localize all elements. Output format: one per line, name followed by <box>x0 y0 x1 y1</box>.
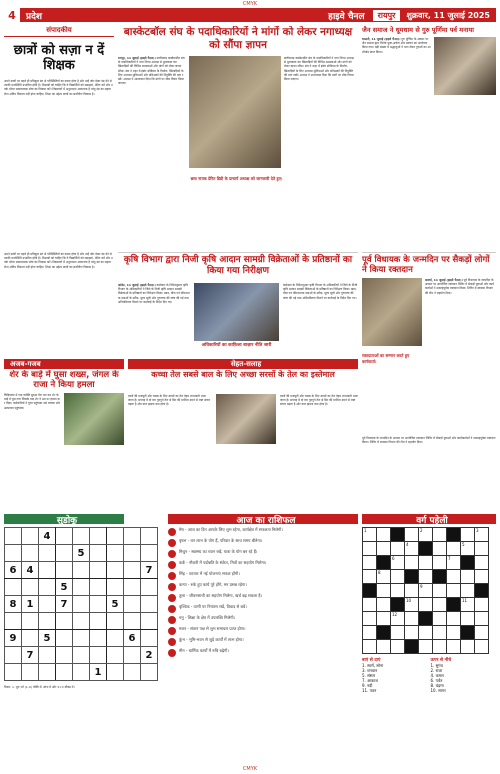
sudoku-cell <box>124 545 141 562</box>
sudoku-cell: 7 <box>56 596 73 613</box>
lead-photo-caption: छात्र नायक प्रेरित डिग्री के प्राचार्य अध्यक्ष को जानकारी देते हुए। <box>190 176 283 181</box>
sudoku-cell <box>22 545 39 562</box>
zodiac-icon <box>168 638 176 646</box>
sudoku-cell <box>73 562 90 579</box>
sudoku-cell <box>107 664 124 681</box>
sudoku-cell <box>90 562 107 579</box>
sudoku-cell <box>107 528 124 545</box>
rashifal-text: कर्क - नौकरी में पदोन्नति के संकेत, मित्रों का सहयोग मिलेगा। <box>179 560 267 565</box>
crossword-clue: 8. चंद्रमा <box>430 683 444 688</box>
sehat-story <box>128 370 358 510</box>
crossword-cell <box>377 640 391 654</box>
sudoku-cell <box>90 579 107 596</box>
crossword-cell <box>363 570 377 584</box>
crossword-cell <box>391 528 405 542</box>
crossword-cell <box>461 612 475 626</box>
crossword-cell: 2 <box>419 528 433 542</box>
ajab-headline: शेर के बाड़े में घुसा शख्स, जंगल के राजा ने किया हमला <box>9 370 119 390</box>
crossword-down-label: ऊपर से नीचे <box>430 658 452 663</box>
sudoku-cell <box>73 664 90 681</box>
crossword-cell <box>419 556 433 570</box>
crossword-cell <box>461 556 475 570</box>
crossword-clue: 10. सागर <box>430 688 446 693</box>
crossword-cell <box>447 612 461 626</box>
crossword-cell <box>433 584 447 598</box>
rashifal-item <box>168 637 358 646</box>
crossword-clue: 4. कमल <box>430 673 444 678</box>
sudoku-cell <box>107 613 124 630</box>
crossword-cell <box>377 626 391 640</box>
sudoku-cell <box>5 545 22 562</box>
sudoku-cell: 8 <box>5 596 22 613</box>
crossword-cell <box>419 542 433 556</box>
editorial-label: संपादकीय <box>4 26 114 37</box>
sudoku-cell <box>73 579 90 596</box>
rashifal-item <box>168 648 358 657</box>
rashifal-text: वृषभ - धन लाभ के योग हैं, परिवार के साथ समय बीतेगा। <box>179 538 263 543</box>
krishi-body: कलेक्टर के निर्देशानुसार कृषि विभाग के अधिकारियों ने जिले के निजी कृषि आदान सामग्री विक्रेताओं के प्रतिष्ठानों का निरीक्षण किया। खाद, बीज एवं कीटनाशक दवाओं के स्टॉक, मूल्य सूची और गुणवत्ता की जांच की गई तथा अनियमितता मिलने पर कार्रवाई के निर्देश दिए गए। <box>118 283 190 304</box>
crossword-cell <box>433 570 447 584</box>
sudoku-cell <box>56 664 73 681</box>
sudoku-cell <box>56 562 73 579</box>
sehat-headline: कच्चा तेल सबसे बाल के लिए अच्छा सरसों के तेल का इस्तेमाल <box>151 370 335 379</box>
sudoku-cell <box>107 562 124 579</box>
vidhayak-headline: पूर्व विधायक के जन्मदिन पर सैकड़ों लोगों ने किया रक्तदान <box>362 255 490 275</box>
bottom-color-marker: CMYK <box>242 766 258 772</box>
sudoku-cell <box>39 613 56 630</box>
page-header <box>4 8 496 22</box>
masthead: हाइवे चैनल <box>328 11 365 22</box>
editorial-column <box>4 26 114 249</box>
krishi-headline: कृषि विभाग द्वारा निजी कृषि आदान सामग्री विक्रेताओं के प्रतिष्ठानों का किया गया निरीक्षण <box>123 255 353 276</box>
crossword-cell <box>419 598 433 612</box>
sudoku-cell <box>22 613 39 630</box>
rashifal-panel <box>168 527 358 763</box>
crossword-cell: 7 <box>447 556 461 570</box>
sudoku-cell <box>22 664 39 681</box>
crossword-cell <box>391 584 405 598</box>
ajab-gajab-strip: अजब-गजब <box>4 359 124 369</box>
zodiac-icon <box>168 594 176 602</box>
sudoku-cell <box>90 596 107 613</box>
rashifal-item <box>168 582 358 591</box>
jain-samaj-story <box>362 26 496 249</box>
sudoku-cell: 7 <box>22 647 39 664</box>
sudoku-cell: 1 <box>90 664 107 681</box>
sudoku-cell <box>124 596 141 613</box>
crossword-cell: 6 <box>391 556 405 570</box>
crossword-clue: 2. राजा <box>430 668 443 673</box>
sudoku-cell <box>73 596 90 613</box>
lead-headline: बास्केटबॉल संघ के पदाधिकारियों ने मांगों को लेकर नगाध्यक्ष को सौंपा ज्ञापन <box>123 26 353 51</box>
crossword-cell <box>405 528 419 542</box>
sudoku-cell <box>39 647 56 664</box>
sudoku-cell <box>141 596 158 613</box>
crossword-cell <box>405 612 419 626</box>
zodiac-icon <box>168 539 176 547</box>
crossword-cell <box>475 584 489 598</box>
crossword-grid <box>362 527 489 654</box>
sudoku-cell <box>90 630 107 647</box>
crossword-cell <box>461 626 475 640</box>
issue-date: शुक्रवार, 11 जुलाई 2025 <box>406 10 490 20</box>
crossword-cell <box>405 584 419 598</box>
crossword-cell <box>391 542 405 556</box>
top-color-marker: CMYK <box>242 1 258 7</box>
krishi-body-right: कलेक्टर के निर्देशानुसार कृषि विभाग के अधिकारियों ने जिले के निजी कृषि आदान सामग्री विक्रेताओं के प्रतिष्ठानों का निरीक्षण किया। खाद, बीज एवं कीटनाशक दवाओं के स्टॉक, मूल्य सूची और गुणवत्ता की जांच की गई तथा अनियमितता मिलने पर कार्रवाई के निर्देश दिए गए। <box>283 283 358 300</box>
rashifal-item <box>168 615 358 624</box>
crossword-cell <box>419 626 433 640</box>
crossword-clue: 1. सुगंध <box>430 663 444 668</box>
jain-dateline: धमतरी, 11 जुलाई (हाइवे चैनल)। <box>362 37 401 41</box>
krishi-dateline: कांकेर, 11 जुलाई (हाइवे चैनल)। <box>118 283 156 287</box>
crossword-cell <box>391 626 405 640</box>
crossword-cell <box>475 570 489 584</box>
sudoku-cell: 5 <box>107 596 124 613</box>
zodiac-icon <box>168 649 176 657</box>
jain-photo <box>434 37 496 95</box>
sudoku-cell <box>73 528 90 545</box>
crossword-cell: 8 <box>377 570 391 584</box>
rashifal-text: कन्या - रुके हुए कार्य पूरे होंगे, मन प्रसन्न रहेगा। <box>179 582 247 587</box>
crossword-cell: 1 <box>363 528 377 542</box>
crossword-cell <box>363 556 377 570</box>
sudoku-cell <box>73 647 90 664</box>
crossword-cell <box>377 542 391 556</box>
crossword-cell <box>447 626 461 640</box>
sudoku-cell: 6 <box>124 630 141 647</box>
sudoku-cell <box>107 630 124 647</box>
crossword-cell: 5 <box>461 542 475 556</box>
sudoku-cell: 9 <box>5 630 22 647</box>
zodiac-icon <box>168 561 176 569</box>
sudoku-cell <box>124 647 141 664</box>
rashifal-item <box>168 571 358 580</box>
lead-story <box>118 26 358 249</box>
sudoku-cell <box>141 545 158 562</box>
crossword-cell <box>433 626 447 640</box>
crossword-cell <box>447 570 461 584</box>
sudoku-cell <box>107 579 124 596</box>
page-number: 4 <box>4 8 20 22</box>
crossword-cell: 3 <box>475 528 489 542</box>
rashifal-text: तुला - जीवनसाथी का सहयोग मिलेगा, खर्च बढ़ सकता है। <box>179 593 263 598</box>
sudoku-cell <box>90 545 107 562</box>
crossword-clue: 11. पवन <box>362 688 377 693</box>
rashifal-item <box>168 560 358 569</box>
sudoku-cell <box>39 545 56 562</box>
sudoku-cell <box>107 545 124 562</box>
crossword-cell <box>377 584 391 598</box>
zodiac-icon <box>168 616 176 624</box>
sudoku-cell: 5 <box>56 579 73 596</box>
crossword-cell <box>363 626 377 640</box>
crossword-cell <box>433 598 447 612</box>
crossword-cell: 9 <box>419 584 433 598</box>
krishi-photo-caption: अधिकारियों का काफ़िला बाज़ार नीति जारी <box>201 343 272 348</box>
lead-dateline: रायपुर, 11 जुलाई (हाइवे चैनल)। <box>118 56 156 60</box>
crossword-cell <box>377 556 391 570</box>
crossword-cell <box>405 570 419 584</box>
crossword-cell <box>377 528 391 542</box>
sudoku-cell <box>90 528 107 545</box>
crossword-cell <box>433 542 447 556</box>
sudoku-cell <box>5 664 22 681</box>
editorial-body: अपने छात्रों पर पहले ही प्रतिकूल ढंग से परिस्थितियों का दबाव होता है और उन्हें ज़ोर देकर दंड देने से उनकी मनःस्थिति प्रभावित होती है। शिक्षकों को चाहिए कि वे विद्यार्थियों को समझाएं, प्रेरित करें और उनके भीतर सकारात्मक सोच का विकास करें। विद्यालयों में अनुशासन आवश्यक है परंतु दंड का सहारा लेना अंतिम विकल्प नहीं होना चाहिए। शिक्षा का उद्देश्य छात्रों का सर्वांगीण विकास है। <box>4 79 113 96</box>
sudoku-cell <box>124 562 141 579</box>
crossword-cell <box>363 584 377 598</box>
rashifal-text: मकर - संतान पक्ष से शुभ समाचार प्राप्त होगा। <box>179 626 246 631</box>
sudoku-cell: 4 <box>39 528 56 545</box>
ajab-body: चिड़ियाघर में एक व्यक्ति सुरक्षा घेरा पार कर शेर के बाड़े में घुस गया जिसके बाद शेर ने उस पर हमला कर दिया। कर्मचारियों ने तुरंत पहुंचकर उसे बचाया और अस्पताल पहुंचाया। <box>4 393 61 410</box>
crossword-cell <box>475 598 489 612</box>
crossword-panel <box>362 527 496 763</box>
sudoku-cell <box>22 630 39 647</box>
crossword-cell <box>391 570 405 584</box>
sudoku-cell <box>141 613 158 630</box>
section-title: प्रदेश <box>26 11 43 22</box>
zodiac-icon <box>168 572 176 580</box>
sudoku-cell: 6 <box>5 562 22 579</box>
crossword-cell <box>461 640 475 654</box>
sehat-photo <box>216 394 276 444</box>
sudoku-cell <box>141 579 158 596</box>
rashifal-item <box>168 593 358 602</box>
sudoku-cell <box>5 579 22 596</box>
crossword-cell <box>447 528 461 542</box>
crossword-cell: 4 <box>405 542 419 556</box>
sudoku-cell <box>141 528 158 545</box>
sehat-body: बालों की मजबूती और चमक के लिए सरसों का तेल बेहद लाभकारी माना जाता है। सप्ताह में दो बार गुनगुने तेल से सिर की मालिश करने से रक्त संचार बढ़ता है और बाल झड़ना कम होता है। <box>128 394 211 407</box>
rashifal-text: मीन - धार्मिक कार्यों में रुचि बढ़ेगी। <box>179 648 229 653</box>
crossword-cell <box>419 612 433 626</box>
rashifal-text: धनु - शिक्षा के क्षेत्र में उपलब्धि मिलेगी। <box>179 615 236 620</box>
crossword-clue: 6. पर्वत <box>430 678 443 683</box>
sudoku-cell <box>5 647 22 664</box>
crossword-cell <box>433 612 447 626</box>
jain-body: गुरु पूर्णिमा के अवसर पर जैन समाज द्वारा विशेष पूजा-अर्चना और प्रवचन का आयोजन किया गया। बड़ी संख्या में श्रद्धालुओं ने भाग लेकर गुरुओं का आशीर्वाद प्राप्त किया। <box>362 37 431 54</box>
sudoku-panel <box>4 527 164 763</box>
crossword-cell <box>461 528 475 542</box>
krishi-story <box>118 252 358 356</box>
sudoku-cell: 2 <box>141 647 158 664</box>
sudoku-cell <box>56 647 73 664</box>
crossword-cell <box>461 584 475 598</box>
lead-photo <box>189 56 281 168</box>
sudoku-instructions: नियम: 1. पूरा भरें (1-9) पंक्ति में, स्तंभ में और 3×3 बॉक्स में। <box>4 685 75 689</box>
crossword-cell <box>433 556 447 570</box>
sudoku-grid <box>4 527 158 681</box>
crossword-cell: 11 <box>461 598 475 612</box>
crossword-cell <box>475 626 489 640</box>
crossword-title: वर्ग पहेली <box>362 514 496 524</box>
zodiac-icon <box>168 528 176 536</box>
sehat-salah-strip: सेहत-सलाह <box>128 359 358 369</box>
crossword-cell <box>405 626 419 640</box>
crossword-cell <box>475 542 489 556</box>
sudoku-cell <box>141 664 158 681</box>
sudoku-cell: 5 <box>73 545 90 562</box>
crossword-cell <box>433 640 447 654</box>
sudoku-cell <box>39 579 56 596</box>
sudoku-cell <box>22 579 39 596</box>
sudoku-cell: 4 <box>22 562 39 579</box>
crossword-cell <box>447 598 461 612</box>
vidhayak-photo-caption: रक्तदाताओं का सम्मान करते हुए कार्यकर्ता। <box>362 353 410 364</box>
crossword-cell <box>447 640 461 654</box>
crossword-cell <box>475 640 489 654</box>
lead-body-continued: छत्तीसगढ़ बास्केटबॉल संघ के पदाधिकारियों ने नगर निगम अध्यक्ष से मुलाकात कर खिलाड़ियों की विभिन्न समस्याओं और मांगों को लेकर ज्ञापन सौंपा। संघ ने शहर में इंडोर स्टेडियम के निर्माण, खिलाड़ियों के लिए अभ्यास सुविधाओं और प्रशिक्षकों की नियुक्ति की मांग रखी। अध्यक्ष ने आश्वासन दिया कि मांगों पर शीघ्र विचार किया जाएगा। <box>284 56 354 82</box>
rashifal-text: कुंभ - भूमि-भवन से जुड़े कार्यों में लाभ होगा। <box>179 637 244 642</box>
crossword-cell <box>363 640 377 654</box>
crossword-cell <box>447 542 461 556</box>
sudoku-cell <box>56 528 73 545</box>
crossword-cell <box>461 570 475 584</box>
rashifal-item <box>168 626 358 635</box>
crossword-cell: 12 <box>391 612 405 626</box>
editorial-title: छात्रों को सज़ा न दें शिक्षक <box>13 43 105 73</box>
rashifal-text: मिथुन - स्वास्थ्य का ध्यान रखें, यात्रा के योग बन रहे हैं। <box>179 549 258 554</box>
vidhayak-body: पूर्व विधायक के जन्मदिन के अवसर पर आयोजित रक्तदान शिविर में सैकड़ों युवाओं और कार्यकर्ताओं ने उत्साहपूर्वक रक्तदान किया। शिविर में स्वास्थ्य विभाग की टीम ने सहयोग दिया। <box>425 278 494 295</box>
sudoku-cell <box>39 596 56 613</box>
city-label: रायपुर <box>373 10 401 21</box>
vidhayak-photo <box>362 278 422 346</box>
krishi-photo <box>194 283 279 341</box>
crossword-cell <box>363 542 377 556</box>
crossword-cell: 10 <box>405 598 419 612</box>
rashifal-item <box>168 538 358 547</box>
crossword-cell <box>391 640 405 654</box>
sudoku-title: सुडोकू <box>4 514 124 524</box>
sudoku-cell: 1 <box>22 596 39 613</box>
crossword-clue: 9. नदी <box>362 683 373 688</box>
crossword-clue: 3. धनवान <box>362 668 378 673</box>
sudoku-cell <box>5 528 22 545</box>
crossword-across-clues <box>362 663 428 693</box>
sudoku-cell <box>90 647 107 664</box>
sudoku-cell <box>124 664 141 681</box>
ajab-gajab-story <box>4 370 124 510</box>
sudoku-cell <box>56 630 73 647</box>
rashifal-text: मेष - आज का दिन आपके लिए शुभ रहेगा, कार्यक्षेत्र में सफलता मिलेगी। <box>179 527 283 532</box>
crossword-cell <box>405 556 419 570</box>
vidhayak-continued: पूर्व विधायक के जन्मदिन के अवसर पर आयोजित रक्तदान शिविर में सैकड़ों युवाओं और कार्यकर्ताओं ने उत्साहपूर्वक रक्तदान किया। शिविर में स्वास्थ्य विभाग की टीम ने सहयोग दिया। <box>362 436 496 445</box>
zodiac-icon <box>168 550 176 558</box>
editorial-continued: अपने छात्रों पर पहले ही प्रतिकूल ढंग से परिस्थितियों का दबाव होता है और उन्हें ज़ोर देकर दंड देने से उनकी मनःस्थिति प्रभावित होती है। शिक्षकों को चाहिए कि वे विद्यार्थियों को समझाएं, प्रेरित करें और उनके भीतर सकारात्मक सोच का विकास करें। विद्यालयों में अनुशासन आवश्यक है परंतु दंड का सहारा लेना अंतिम विकल्प नहीं होना चाहिए। शिक्षा का उद्देश्य छात्रों का सर्वांगीण विकास है। <box>4 252 113 269</box>
crossword-cell <box>405 640 419 654</box>
crossword-across-label: बाएं से दाएं <box>362 658 381 663</box>
sudoku-cell <box>73 630 90 647</box>
sudoku-cell <box>39 562 56 579</box>
rashifal-text: सिंह - व्यापार में नई योजनाएं सफल होंगी। <box>179 571 240 576</box>
crossword-cell <box>363 612 377 626</box>
sudoku-cell: 7 <box>141 562 158 579</box>
zodiac-icon <box>168 627 176 635</box>
crossword-cell <box>377 612 391 626</box>
crossword-down-clues <box>431 663 497 693</box>
rashifal-item <box>168 604 358 613</box>
rashifal-item <box>168 527 358 536</box>
sudoku-cell <box>5 613 22 630</box>
sudoku-cell <box>73 613 90 630</box>
crossword-cell <box>475 556 489 570</box>
crossword-clue: 1. स्वर्ण, सोना <box>362 663 384 668</box>
sudoku-cell <box>124 613 141 630</box>
crossword-cell <box>433 528 447 542</box>
sudoku-cell <box>124 579 141 596</box>
sehat-body-right: बालों की मजबूती और चमक के लिए सरसों का तेल बेहद लाभकारी माना जाता है। सप्ताह में दो बार गुनगुने तेल से सिर की मालिश करने से रक्त संचार बढ़ता है और बाल झड़ना कम होता है। <box>280 394 358 407</box>
vidhayak-story <box>362 252 496 432</box>
sudoku-cell <box>107 647 124 664</box>
ajab-photo <box>64 393 124 445</box>
sudoku-cell <box>124 528 141 545</box>
jain-headline: जैन समाज ने धूमधाम से गुरु पूर्णिमा पर्व मनाया <box>362 26 474 34</box>
crossword-cell <box>419 640 433 654</box>
sudoku-cell <box>56 613 73 630</box>
zodiac-icon <box>168 605 176 613</box>
crossword-cell <box>391 598 405 612</box>
sudoku-cell <box>39 664 56 681</box>
rashifal-title: आज का राशिफल <box>168 514 358 524</box>
crossword-cell <box>419 570 433 584</box>
sudoku-cell <box>141 630 158 647</box>
rashifal-text: वृश्चिक - वाणी पर नियंत्रण रखें, विवाद से बचें। <box>179 604 247 609</box>
vidhayak-dateline: कवर्धा, 11 जुलाई (हाइवे चैनल)। <box>425 278 463 282</box>
crossword-cell <box>377 598 391 612</box>
lead-body: छत्तीसगढ़ बास्केटबॉल संघ के पदाधिकारियों ने नगर निगम अध्यक्ष से मुलाकात कर खिलाड़ियों की विभिन्न समस्याओं और मांगों को लेकर ज्ञापन सौंपा। संघ ने शहर में इंडोर स्टेडियम के निर्माण, खिलाड़ियों के लिए अभ्यास सुविधाओं और प्रशिक्षकों की नियुक्ति की मांग रखी। अध्यक्ष ने आश्वासन दिया कि मांगों पर शीघ्र विचार किया जाएगा। <box>118 56 185 86</box>
zodiac-icon <box>168 583 176 591</box>
sudoku-cell <box>90 613 107 630</box>
sudoku-cell <box>22 528 39 545</box>
sudoku-cell: 5 <box>39 630 56 647</box>
crossword-cell <box>363 598 377 612</box>
crossword-clue: 7. आकाश <box>362 678 379 683</box>
sudoku-cell <box>56 545 73 562</box>
crossword-cell <box>447 584 461 598</box>
crossword-clue: 5. संसार <box>362 673 376 678</box>
crossword-cell <box>475 612 489 626</box>
rashifal-item <box>168 549 358 558</box>
